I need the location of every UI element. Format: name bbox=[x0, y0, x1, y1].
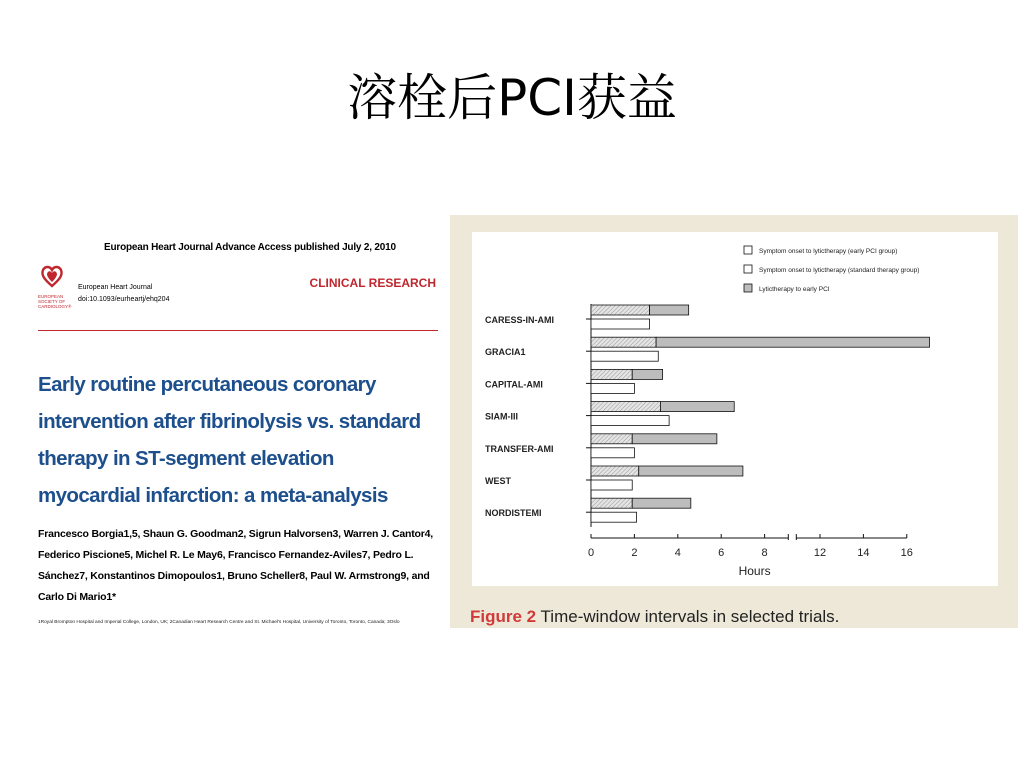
figure-panel bbox=[450, 215, 1018, 628]
bar-hatched bbox=[591, 402, 660, 412]
legend-label: Symptom onset to lytictherapy (standard therapy group) bbox=[759, 267, 920, 274]
bar-white bbox=[591, 416, 669, 426]
bar-hatched bbox=[591, 305, 650, 315]
bar-hatched bbox=[591, 337, 656, 347]
x-tick-label: 2 bbox=[631, 547, 638, 559]
paper-clipping bbox=[38, 232, 440, 630]
bar-grey bbox=[632, 434, 717, 444]
bar-grey bbox=[632, 369, 662, 379]
bar-white bbox=[591, 351, 658, 361]
section-label: CLINICAL RESEARCH bbox=[309, 276, 436, 290]
journal-publication-line: European Heart Journal Advance Access published July 2, 2010 bbox=[104, 242, 396, 253]
bar-grey bbox=[650, 305, 689, 315]
bar-hatched bbox=[591, 498, 632, 508]
bar-hatched bbox=[591, 466, 639, 476]
category-label: TRANSFER-AMI bbox=[485, 443, 554, 454]
legend-label: Lytictherapy to early PCI bbox=[759, 286, 830, 293]
journal-doi: doi:10.1093/eurheartj/ehq204 bbox=[78, 296, 170, 303]
header-divider bbox=[38, 330, 438, 331]
legend-swatch bbox=[744, 246, 752, 254]
chart-container bbox=[472, 232, 998, 586]
bar-grey bbox=[660, 402, 734, 412]
paper-affiliation: 1Royal Brompton Hospital and Imperial College, London, UK; 2Canadian Heart Research Centre and St. Michael's Hospital, University of Toronto, Toronto, Canada; 3Oslo bbox=[38, 620, 400, 625]
paper-authors: Francesco Borgia1,5, Shaun G. Goodman2, Sigrun Halvorsen3, Warren J. Cantor4, Federico Piscione5, Michel R. Le May6, Francisco Fernandez-Aviles7, Pedro L. Sánchez7, Konstantinos Dimopoulos1, Bruno Scheller8, Paul W. Armstrong9, and Carlo Di Mario1* bbox=[38, 528, 433, 603]
bar-white bbox=[591, 512, 637, 522]
bar-grey bbox=[656, 337, 929, 347]
bar-white bbox=[591, 319, 650, 329]
category-label: CAPITAL-AMI bbox=[485, 379, 543, 390]
bar-hatched bbox=[591, 369, 632, 379]
category-label: GRACIA1 bbox=[485, 347, 526, 358]
figure-caption-text: Time-window intervals in selected trials. bbox=[540, 607, 840, 626]
bar-white bbox=[591, 383, 634, 393]
category-label: WEST bbox=[485, 476, 511, 486]
x-tick-label: 6 bbox=[718, 547, 725, 559]
x-tick-label: 14 bbox=[857, 547, 870, 559]
figure-caption bbox=[470, 607, 839, 627]
paper-title: Early routine percutaneous coronary intervention after fibrinolysis vs. standard therapy in ST-segment elevation myocardial infarction: a meta-analysis bbox=[38, 373, 421, 507]
bar-white bbox=[591, 480, 632, 490]
category-label: NORDISTEMI bbox=[485, 508, 542, 519]
category-label: SIAM-III bbox=[485, 411, 518, 422]
bar-grey bbox=[632, 498, 691, 508]
slide-title: 溶栓后PCI获益 bbox=[347, 69, 677, 127]
x-tick-label: 16 bbox=[900, 547, 913, 559]
figure-label: Figure 2 bbox=[470, 607, 537, 626]
x-axis-label: Hours bbox=[738, 564, 771, 578]
x-tick-label: 8 bbox=[761, 547, 768, 559]
journal-name: European Heart Journal bbox=[78, 284, 153, 291]
category-label: CARESS-IN-AMI bbox=[485, 315, 554, 325]
x-tick-label: 12 bbox=[813, 547, 827, 559]
bar-grey bbox=[639, 466, 743, 476]
legend-label: Symptom onset to lytictherapy (early PCI group) bbox=[759, 248, 898, 255]
bar-white bbox=[591, 448, 634, 458]
time-window-chart bbox=[472, 232, 998, 586]
esc-heart-logo-icon bbox=[40, 264, 64, 288]
legend-swatch bbox=[744, 265, 752, 273]
logo-caption: EUROPEAN SOCIETY OF CARDIOLOGY® bbox=[38, 294, 72, 309]
x-tick-label: 0 bbox=[587, 547, 595, 559]
x-tick-label: 4 bbox=[674, 547, 681, 559]
bar-hatched bbox=[591, 434, 632, 444]
legend-swatch bbox=[744, 284, 752, 292]
